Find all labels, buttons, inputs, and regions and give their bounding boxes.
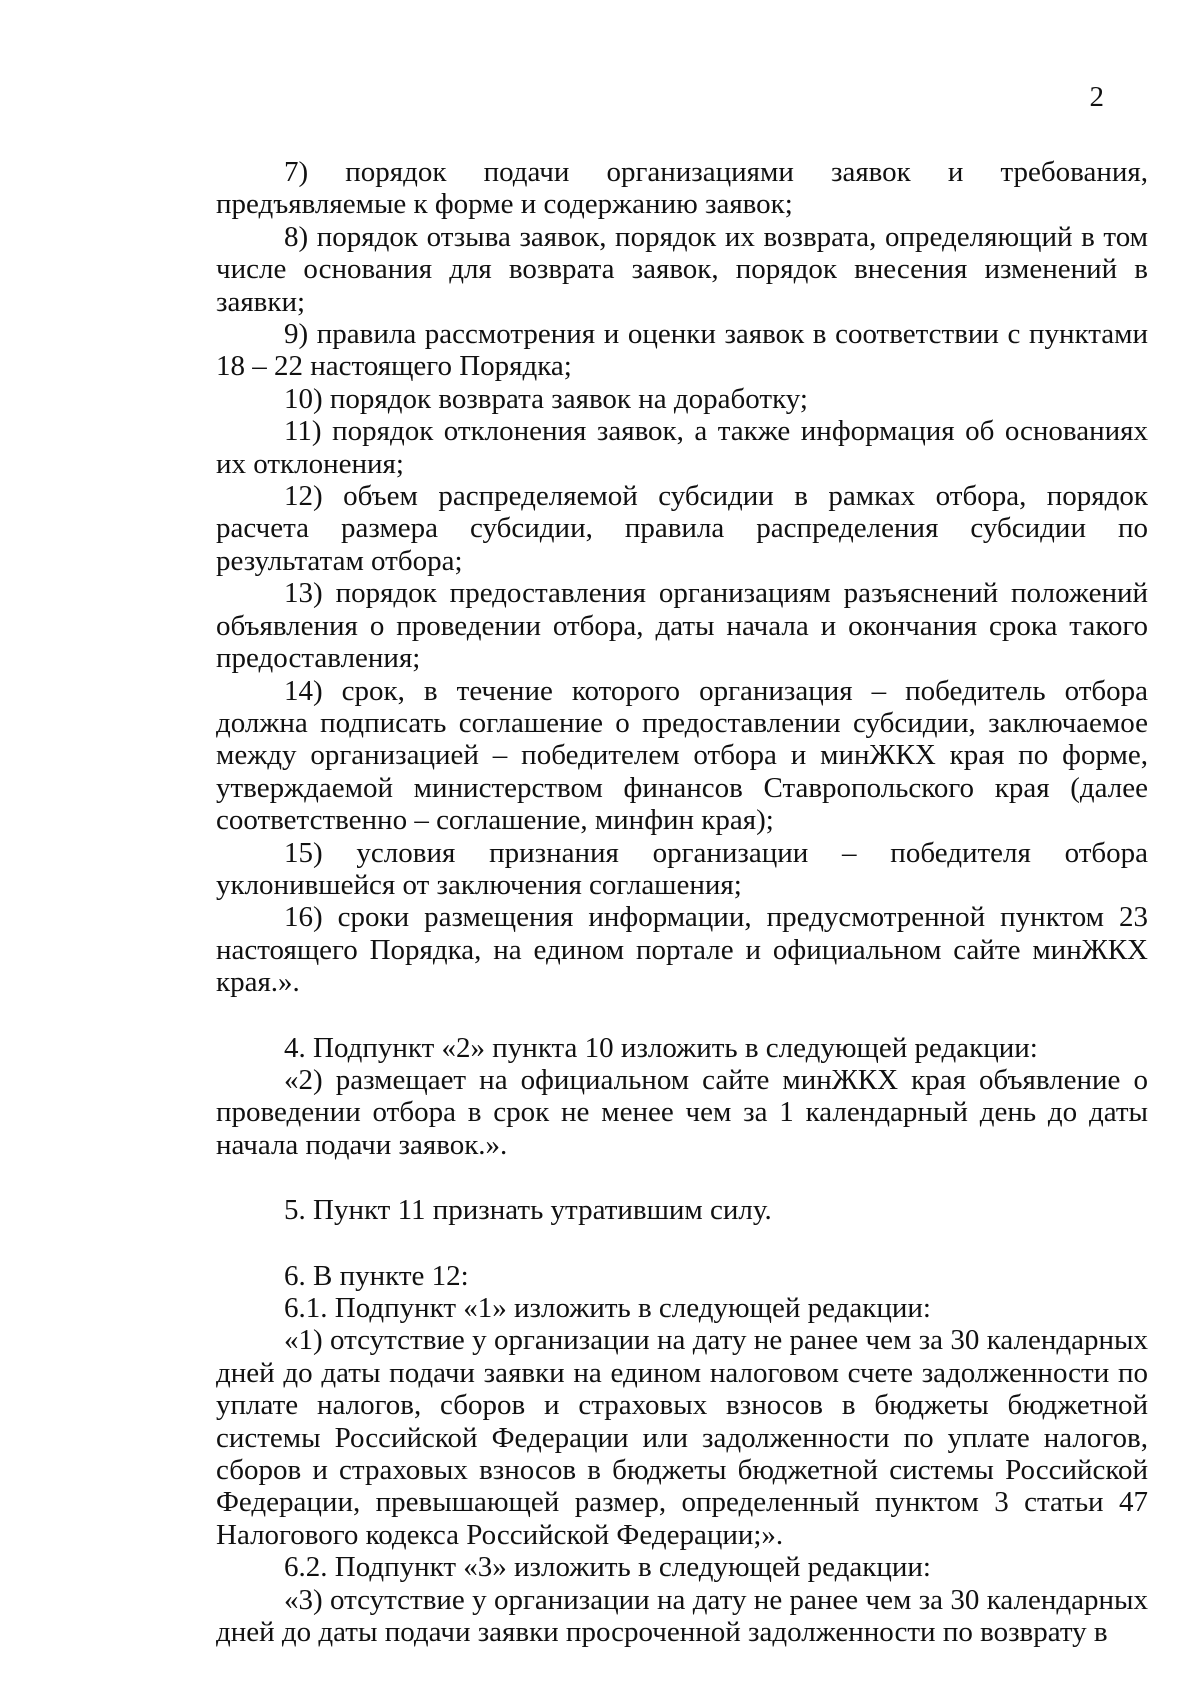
paragraph-point-6-2: 6.2. Подпункт «3» изложить в следующей редакции: xyxy=(284,1551,931,1584)
paragraph-item-16: 16) сроки размещения информации, предусмотренной пунктом 23 настоящего Порядка, на едином портале и официальном сайте минЖКХ края.». xyxy=(216,901,1148,999)
paragraph-point-6: 6. В пункте 12: xyxy=(284,1259,469,1292)
paragraph-item-10: 10) порядок возврата заявок на доработку; xyxy=(284,382,808,415)
paragraph-item-12: 12) объем распределяемой субсидии в рамках отбора, порядок расчета размера субсидии, правила распределения субсидии по результатам отбора; xyxy=(216,480,1148,577)
paragraph-item-7: 7) порядок подачи организациями заявок и требования, предъявляемые к форме и содержанию заявок; xyxy=(216,156,1148,221)
paragraph-point-6-1: 6.1. Подпункт «1» изложить в следующей редакции: xyxy=(284,1292,931,1324)
paragraph-item-15: 15) условия признания организации – победителя отбора уклонившейся от заключения соглашения; xyxy=(216,836,1148,901)
paragraph-item-14: 14) срок, в течение которого организация – победитель отбора должна подписать соглашение о предоставлении субсидии, заключаемое между организацией – победителем отбора и минЖКХ края по форме, утверждаемой министерством финансов Ставропольского края (далее соответственно – соглашение, минфин края); xyxy=(216,674,1148,837)
paragraph-point-5: 5. Пункт 11 признать утратившим силу. xyxy=(284,1194,772,1227)
page-number: 2 xyxy=(1089,81,1104,113)
paragraph-item-9: 9) правила рассмотрения и оценки заявок в соответствии с пунктами 18 – 22 настоящего Порядка; xyxy=(216,318,1148,383)
paragraph-item-13: 13) порядок предоставления организациям разъяснений положений объявления о проведении отбора, даты начала и окончания срока такого предоставления; xyxy=(216,577,1148,675)
paragraph-item-8: 8) порядок отзыва заявок, порядок их возврата, определяющий в том числе основания для возврата заявок, порядок внесения изменений в заявки; xyxy=(216,220,1148,318)
paragraph-point-6-2-text: «3) отсутствие у организации на дату не ранее чем за 30 календарных дней до даты подачи заявки просроченной задолженности по возврату в xyxy=(216,1583,1148,1649)
document-body xyxy=(216,156,1148,1648)
paragraph-point-4: 4. Подпункт «2» пункта 10 изложить в следующей редакции: xyxy=(284,1031,1038,1064)
paragraph-point-4-text: «2) размещает на официальном сайте минЖКХ края объявление о проведении отбора в срок не менее чем за 1 календарный день до даты начала подачи заявок.». xyxy=(216,1063,1148,1161)
paragraph-point-6-1-text: «1) отсутствие у организации на дату не ранее чем за 30 календарных дней до даты подачи заявки на едином налоговом счете задолженности по уплате налогов, сборов и страховых взносов в бюджеты бюджетной системы Российской Федерации или задолженности по уплате налогов, сборов и страховых взносов в бюджеты бюджетной системы Российской Федерации, превышающей размер, определенный пунктом 3 статьи 47 Налогового кодекса Российской Федерации;». xyxy=(216,1324,1148,1551)
paragraph-item-11: 11) порядок отклонения заявок, а также информация об основаниях их отклонения; xyxy=(216,415,1148,480)
